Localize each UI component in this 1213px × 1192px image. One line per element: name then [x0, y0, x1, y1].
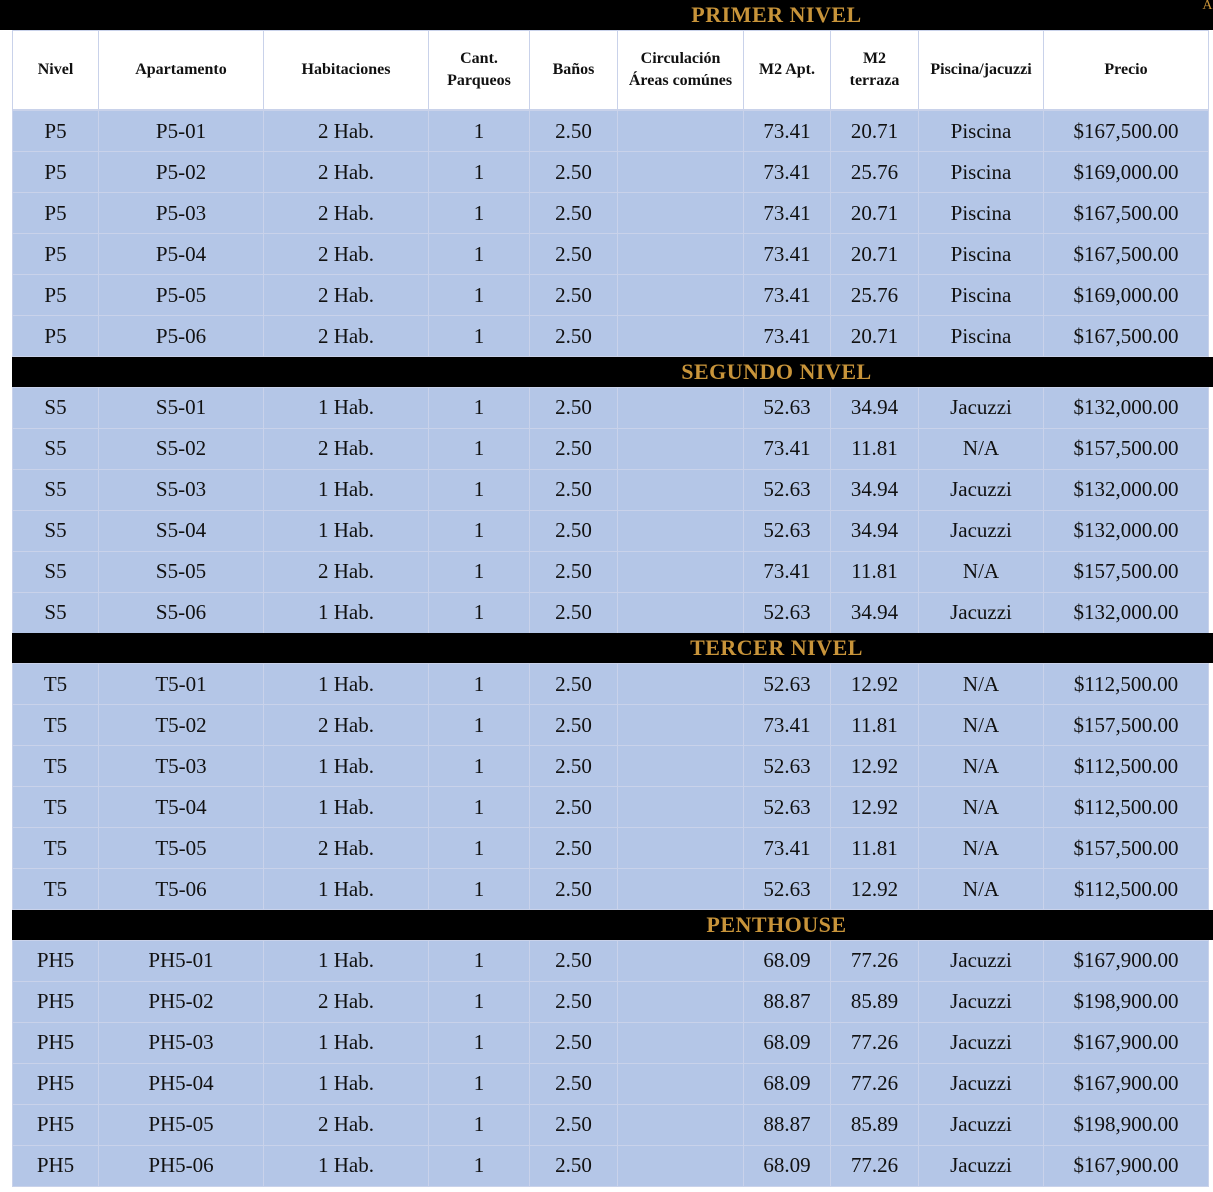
cell-parqueos: 1: [429, 111, 530, 152]
cell-m2-terraza: 11.81: [831, 705, 919, 746]
cell-m2-apt: 73.41: [744, 234, 831, 275]
cell-parqueos: 1: [429, 940, 530, 981]
cell-precio: $169,000.00: [1044, 275, 1209, 316]
cell-banos: 2.50: [530, 428, 618, 469]
cell-nivel: P5: [13, 234, 99, 275]
cell-habitaciones: 2 Hab.: [264, 428, 429, 469]
cell-circulacion: [618, 592, 744, 633]
cell-m2-apt: 68.09: [744, 1145, 831, 1186]
cell-nivel: P5: [13, 316, 99, 357]
table-row: [13, 428, 1209, 469]
cell-apartamento: PH5-04: [99, 1063, 264, 1104]
cell-banos: 2.50: [530, 152, 618, 193]
cell-apartamento: T5-01: [99, 664, 264, 705]
cell-precio: $167,900.00: [1044, 1145, 1209, 1186]
cell-circulacion: [618, 746, 744, 787]
cell-piscina: N/A: [919, 705, 1044, 746]
cell-habitaciones: 1 Hab.: [264, 787, 429, 828]
cell-habitaciones: 2 Hab.: [264, 234, 429, 275]
table-row: [13, 234, 1209, 275]
cell-piscina: N/A: [919, 787, 1044, 828]
cell-apartamento: PH5-05: [99, 1104, 264, 1145]
header-circulacion: Circulación Áreas comúnes: [618, 31, 744, 110]
cell-banos: 2.50: [530, 828, 618, 869]
cell-nivel: PH5: [13, 981, 99, 1022]
section-table: [12, 663, 1209, 910]
cell-apartamento: P5-03: [99, 193, 264, 234]
cell-circulacion: [618, 111, 744, 152]
cell-parqueos: 1: [429, 551, 530, 592]
cell-habitaciones: 1 Hab.: [264, 869, 429, 910]
cell-circulacion: [618, 664, 744, 705]
table-row: [13, 469, 1209, 510]
cell-nivel: PH5: [13, 1104, 99, 1145]
cell-nivel: P5: [13, 111, 99, 152]
cell-banos: 2.50: [530, 981, 618, 1022]
cell-piscina: Jacuzzi: [919, 469, 1044, 510]
cell-parqueos: 1: [429, 275, 530, 316]
cell-circulacion: [618, 1104, 744, 1145]
cell-m2-apt: 52.63: [744, 664, 831, 705]
cell-apartamento: P5-01: [99, 111, 264, 152]
cell-m2-terraza: 12.92: [831, 664, 919, 705]
cell-parqueos: 1: [429, 828, 530, 869]
cell-apartamento: S5-01: [99, 387, 264, 428]
cell-piscina: Jacuzzi: [919, 1063, 1044, 1104]
table-row: [13, 1063, 1209, 1104]
section-title: SEGUNDO NIVEL: [681, 358, 872, 384]
cell-piscina: Jacuzzi: [919, 1022, 1044, 1063]
cell-m2-terraza: 25.76: [831, 275, 919, 316]
cell-circulacion: [618, 787, 744, 828]
cell-nivel: S5: [13, 510, 99, 551]
cell-nivel: P5: [13, 275, 99, 316]
table-row: [13, 1145, 1209, 1186]
table-row: [13, 152, 1209, 193]
cell-m2-terraza: 34.94: [831, 387, 919, 428]
cell-precio: $169,000.00: [1044, 152, 1209, 193]
cell-m2-terraza: 12.92: [831, 746, 919, 787]
cell-habitaciones: 2 Hab.: [264, 705, 429, 746]
table-row: [13, 551, 1209, 592]
cell-precio: $167,500.00: [1044, 193, 1209, 234]
cell-habitaciones: 2 Hab.: [264, 981, 429, 1022]
cell-m2-apt: 52.63: [744, 469, 831, 510]
cell-circulacion: [618, 275, 744, 316]
cell-m2-apt: 73.41: [744, 551, 831, 592]
cell-habitaciones: 2 Hab.: [264, 1104, 429, 1145]
cell-habitaciones: 2 Hab.: [264, 828, 429, 869]
table-row: [13, 828, 1209, 869]
cell-circulacion: [618, 510, 744, 551]
cell-parqueos: 1: [429, 746, 530, 787]
cell-nivel: P5: [13, 152, 99, 193]
cell-precio: $157,500.00: [1044, 551, 1209, 592]
section-title: PRIMER NIVEL: [691, 2, 862, 27]
cell-piscina: N/A: [919, 869, 1044, 910]
cell-apartamento: P5-04: [99, 234, 264, 275]
cell-m2-apt: 73.41: [744, 428, 831, 469]
cell-precio: $112,500.00: [1044, 664, 1209, 705]
cell-banos: 2.50: [530, 787, 618, 828]
cell-precio: $167,900.00: [1044, 1063, 1209, 1104]
cell-parqueos: 1: [429, 705, 530, 746]
cell-parqueos: 1: [429, 787, 530, 828]
cell-circulacion: [618, 316, 744, 357]
header-parqueos: Cant. Parqueos: [429, 31, 530, 110]
cell-m2-apt: 73.41: [744, 152, 831, 193]
cell-banos: 2.50: [530, 387, 618, 428]
cell-m2-apt: 73.41: [744, 705, 831, 746]
cell-m2-terraza: 20.71: [831, 234, 919, 275]
header-table: [12, 30, 1209, 110]
cell-precio: $132,000.00: [1044, 592, 1209, 633]
cell-precio: $132,000.00: [1044, 469, 1209, 510]
cell-m2-apt: 73.41: [744, 193, 831, 234]
cell-circulacion: [618, 705, 744, 746]
cell-parqueos: 1: [429, 981, 530, 1022]
cell-nivel: PH5: [13, 1063, 99, 1104]
cell-piscina: Piscina: [919, 275, 1044, 316]
cell-banos: 2.50: [530, 705, 618, 746]
table-row: [13, 1022, 1209, 1063]
cell-apartamento: PH5-03: [99, 1022, 264, 1063]
cell-nivel: S5: [13, 592, 99, 633]
header-banos: Baños: [530, 31, 618, 110]
cell-banos: 2.50: [530, 746, 618, 787]
cell-habitaciones: 1 Hab.: [264, 510, 429, 551]
cell-m2-apt: 88.87: [744, 1104, 831, 1145]
cell-piscina: Jacuzzi: [919, 940, 1044, 981]
cell-banos: 2.50: [530, 111, 618, 152]
section-title: PENTHOUSE: [706, 911, 847, 937]
cell-piscina: Jacuzzi: [919, 1104, 1044, 1145]
cell-precio: $132,000.00: [1044, 387, 1209, 428]
section-title: TERCER NIVEL: [690, 635, 863, 661]
cell-apartamento: T5-03: [99, 746, 264, 787]
cell-parqueos: 1: [429, 193, 530, 234]
cell-apartamento: S5-03: [99, 469, 264, 510]
cell-banos: 2.50: [530, 193, 618, 234]
cell-precio: $198,900.00: [1044, 1104, 1209, 1145]
table-row: [13, 940, 1209, 981]
cell-banos: 2.50: [530, 1022, 618, 1063]
cell-habitaciones: 2 Hab.: [264, 316, 429, 357]
cell-circulacion: [618, 940, 744, 981]
table-row: [13, 592, 1209, 633]
section-band-penthouse: [12, 910, 1213, 940]
cell-m2-apt: 88.87: [744, 981, 831, 1022]
cell-parqueos: 1: [429, 387, 530, 428]
section-band-tercer-nivel: [12, 633, 1213, 663]
cell-piscina: Piscina: [919, 193, 1044, 234]
cell-m2-apt: 73.41: [744, 316, 831, 357]
cell-m2-terraza: 77.26: [831, 940, 919, 981]
table-row: [13, 275, 1209, 316]
cell-m2-apt: 52.63: [744, 387, 831, 428]
cell-m2-terraza: 25.76: [831, 152, 919, 193]
cell-apartamento: P5-05: [99, 275, 264, 316]
table-row: [13, 664, 1209, 705]
cell-habitaciones: 1 Hab.: [264, 664, 429, 705]
cell-precio: $112,500.00: [1044, 869, 1209, 910]
cell-banos: 2.50: [530, 664, 618, 705]
cell-circulacion: [618, 387, 744, 428]
cell-circulacion: [618, 981, 744, 1022]
cell-banos: 2.50: [530, 940, 618, 981]
cell-precio: $167,500.00: [1044, 316, 1209, 357]
table-row: [13, 316, 1209, 357]
cell-nivel: PH5: [13, 1022, 99, 1063]
table-row: [13, 111, 1209, 152]
cell-circulacion: [618, 234, 744, 275]
cell-piscina: N/A: [919, 746, 1044, 787]
cell-piscina: N/A: [919, 664, 1044, 705]
cell-m2-apt: 68.09: [744, 1063, 831, 1104]
table-row: [13, 746, 1209, 787]
cell-banos: 2.50: [530, 551, 618, 592]
cell-m2-apt: 52.63: [744, 510, 831, 551]
cell-parqueos: 1: [429, 664, 530, 705]
cell-m2-terraza: 85.89: [831, 1104, 919, 1145]
section-table: [12, 387, 1209, 634]
header-piscina: Piscina/jacuzzi: [919, 31, 1044, 110]
cell-apartamento: PH5-02: [99, 981, 264, 1022]
cell-habitaciones: 2 Hab.: [264, 275, 429, 316]
cell-parqueos: 1: [429, 1104, 530, 1145]
cell-banos: 2.50: [530, 869, 618, 910]
cell-m2-apt: 52.63: [744, 592, 831, 633]
section-band-primer-nivel: [0, 0, 1213, 30]
cell-parqueos: 1: [429, 1145, 530, 1186]
cell-m2-apt: 52.63: [744, 787, 831, 828]
cell-nivel: T5: [13, 664, 99, 705]
header-nivel: Nivel: [13, 31, 99, 110]
cell-piscina: Jacuzzi: [919, 592, 1044, 633]
cell-banos: 2.50: [530, 1104, 618, 1145]
cell-m2-terraza: 20.71: [831, 111, 919, 152]
cell-habitaciones: 1 Hab.: [264, 1022, 429, 1063]
cell-banos: 2.50: [530, 1063, 618, 1104]
cell-habitaciones: 1 Hab.: [264, 746, 429, 787]
cell-banos: 2.50: [530, 510, 618, 551]
cell-precio: $167,900.00: [1044, 1022, 1209, 1063]
cell-m2-apt: 68.09: [744, 940, 831, 981]
section-table: [12, 940, 1209, 1187]
cell-nivel: S5: [13, 428, 99, 469]
cell-parqueos: 1: [429, 1022, 530, 1063]
header-m2-terraza: M2 terraza: [831, 31, 919, 110]
cell-nivel: T5: [13, 869, 99, 910]
cell-m2-terraza: 34.94: [831, 469, 919, 510]
cell-nivel: T5: [13, 828, 99, 869]
cell-precio: $157,500.00: [1044, 428, 1209, 469]
cell-precio: $112,500.00: [1044, 787, 1209, 828]
cell-parqueos: 1: [429, 234, 530, 275]
cell-habitaciones: 2 Hab.: [264, 111, 429, 152]
cell-parqueos: 1: [429, 152, 530, 193]
header-habitaciones: Habitaciones: [264, 31, 429, 110]
cell-m2-terraza: 12.92: [831, 787, 919, 828]
header-apartamento: Apartamento: [99, 31, 264, 110]
cell-circulacion: [618, 1063, 744, 1104]
cell-banos: 2.50: [530, 275, 618, 316]
cell-circulacion: [618, 1022, 744, 1063]
cell-apartamento: P5-02: [99, 152, 264, 193]
cell-apartamento: T5-02: [99, 705, 264, 746]
header-row: [13, 31, 1209, 110]
cell-banos: 2.50: [530, 469, 618, 510]
table-row: [13, 193, 1209, 234]
cell-m2-terraza: 34.94: [831, 592, 919, 633]
cell-m2-terraza: 20.71: [831, 316, 919, 357]
table-row: [13, 869, 1209, 910]
cell-nivel: PH5: [13, 1145, 99, 1186]
cell-nivel: S5: [13, 551, 99, 592]
cell-m2-terraza: 85.89: [831, 981, 919, 1022]
cell-piscina: Piscina: [919, 234, 1044, 275]
table-row: [13, 1104, 1209, 1145]
cell-piscina: Piscina: [919, 111, 1044, 152]
cell-m2-terraza: 77.26: [831, 1063, 919, 1104]
cell-m2-apt: 73.41: [744, 275, 831, 316]
cell-parqueos: 1: [429, 1063, 530, 1104]
cell-nivel: PH5: [13, 940, 99, 981]
cell-m2-apt: 68.09: [744, 1022, 831, 1063]
cell-nivel: T5: [13, 787, 99, 828]
cell-precio: $198,900.00: [1044, 981, 1209, 1022]
cell-piscina: Jacuzzi: [919, 981, 1044, 1022]
cell-nivel: T5: [13, 746, 99, 787]
cell-apartamento: T5-06: [99, 869, 264, 910]
table-row: [13, 981, 1209, 1022]
cell-piscina: N/A: [919, 551, 1044, 592]
cell-precio: $167,500.00: [1044, 234, 1209, 275]
cell-banos: 2.50: [530, 1145, 618, 1186]
table-row: [13, 387, 1209, 428]
cell-piscina: Jacuzzi: [919, 1145, 1044, 1186]
cell-precio: $167,900.00: [1044, 940, 1209, 981]
cell-apartamento: PH5-01: [99, 940, 264, 981]
cell-m2-terraza: 77.26: [831, 1145, 919, 1186]
cell-banos: 2.50: [530, 316, 618, 357]
cell-habitaciones: 1 Hab.: [264, 469, 429, 510]
cell-habitaciones: 2 Hab.: [264, 152, 429, 193]
cell-precio: $112,500.00: [1044, 746, 1209, 787]
cell-piscina: Jacuzzi: [919, 387, 1044, 428]
section-band-segundo-nivel: [12, 357, 1213, 387]
cell-habitaciones: 1 Hab.: [264, 940, 429, 981]
cell-nivel: T5: [13, 705, 99, 746]
cell-piscina: Piscina: [919, 152, 1044, 193]
cell-piscina: N/A: [919, 828, 1044, 869]
cell-m2-apt: 52.63: [744, 869, 831, 910]
header-m2-apt: M2 Apt.: [744, 31, 831, 110]
cell-apartamento: S5-06: [99, 592, 264, 633]
cell-circulacion: [618, 869, 744, 910]
cell-nivel: S5: [13, 387, 99, 428]
cell-habitaciones: 1 Hab.: [264, 1063, 429, 1104]
cell-m2-apt: 73.41: [744, 111, 831, 152]
header-precio: Precio: [1044, 31, 1209, 110]
cell-habitaciones: 1 Hab.: [264, 592, 429, 633]
table-row: [13, 787, 1209, 828]
section-table: [12, 110, 1209, 357]
cell-circulacion: [618, 828, 744, 869]
cell-circulacion: [618, 428, 744, 469]
cell-m2-terraza: 12.92: [831, 869, 919, 910]
cell-parqueos: 1: [429, 510, 530, 551]
cell-circulacion: [618, 1145, 744, 1186]
cell-parqueos: 1: [429, 428, 530, 469]
cell-m2-terraza: 34.94: [831, 510, 919, 551]
table-row: [13, 510, 1209, 551]
cell-apartamento: T5-04: [99, 787, 264, 828]
cell-piscina: N/A: [919, 428, 1044, 469]
cell-banos: 2.50: [530, 234, 618, 275]
cell-habitaciones: 1 Hab.: [264, 387, 429, 428]
cell-habitaciones: 2 Hab.: [264, 193, 429, 234]
cell-apartamento: T5-05: [99, 828, 264, 869]
cell-apartamento: P5-06: [99, 316, 264, 357]
cell-parqueos: 1: [429, 592, 530, 633]
cell-piscina: Jacuzzi: [919, 510, 1044, 551]
corner-mark: A: [1202, 0, 1213, 13]
cell-parqueos: 1: [429, 316, 530, 357]
cell-circulacion: [618, 551, 744, 592]
cell-m2-terraza: 77.26: [831, 1022, 919, 1063]
table-row: [13, 705, 1209, 746]
cell-precio: $167,500.00: [1044, 111, 1209, 152]
cell-apartamento: S5-04: [99, 510, 264, 551]
cell-m2-terraza: 20.71: [831, 193, 919, 234]
cell-nivel: S5: [13, 469, 99, 510]
cell-apartamento: S5-05: [99, 551, 264, 592]
cell-m2-apt: 73.41: [744, 828, 831, 869]
cell-m2-terraza: 11.81: [831, 828, 919, 869]
cell-apartamento: PH5-06: [99, 1145, 264, 1186]
cell-m2-terraza: 11.81: [831, 428, 919, 469]
cell-precio: $157,500.00: [1044, 705, 1209, 746]
cell-habitaciones: 2 Hab.: [264, 551, 429, 592]
cell-m2-apt: 52.63: [744, 746, 831, 787]
cell-piscina: Piscina: [919, 316, 1044, 357]
cell-parqueos: 1: [429, 469, 530, 510]
cell-parqueos: 1: [429, 869, 530, 910]
cell-circulacion: [618, 152, 744, 193]
cell-m2-terraza: 11.81: [831, 551, 919, 592]
cell-nivel: P5: [13, 193, 99, 234]
cell-precio: $132,000.00: [1044, 510, 1209, 551]
cell-apartamento: S5-02: [99, 428, 264, 469]
cell-banos: 2.50: [530, 592, 618, 633]
cell-circulacion: [618, 469, 744, 510]
cell-habitaciones: 1 Hab.: [264, 1145, 429, 1186]
cell-precio: $157,500.00: [1044, 828, 1209, 869]
cell-circulacion: [618, 193, 744, 234]
